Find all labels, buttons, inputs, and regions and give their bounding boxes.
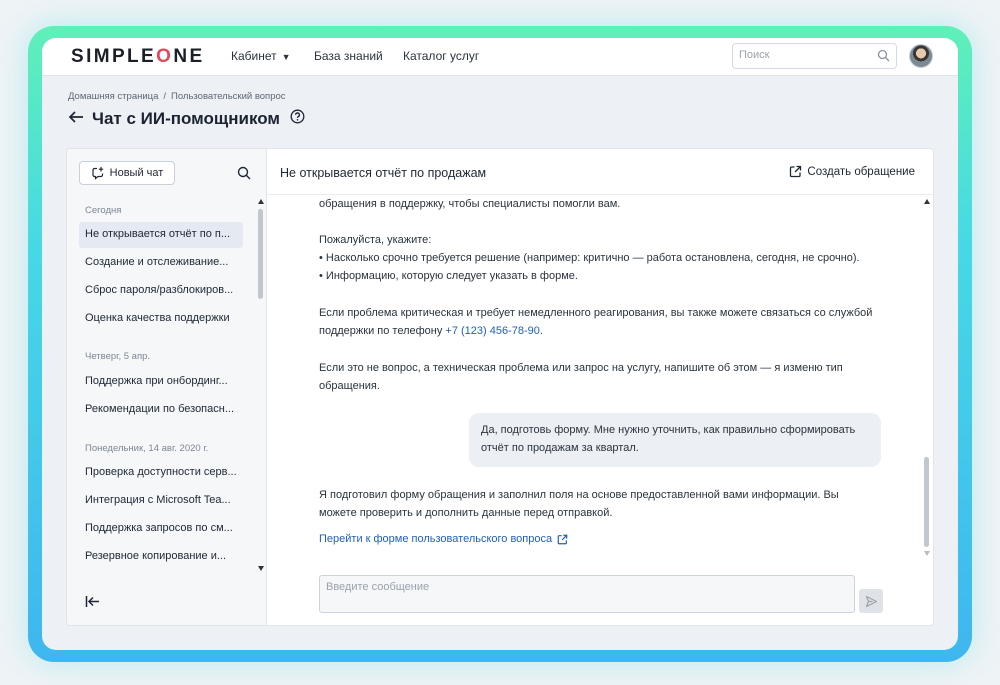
chat-list-item[interactable]: Поддержка запросов по см...	[85, 522, 233, 534]
chat-group-label: Сегодня	[85, 205, 122, 216]
assistant-message-line: Я подготовил форму обращения и заполнил поля на основе предоставленной вами информации. Вы	[319, 489, 839, 501]
top-navigation-bar	[42, 38, 958, 76]
search-field[interactable]	[732, 43, 897, 69]
chat-header	[267, 149, 934, 195]
chat-list-item[interactable]: Поддержка при онбординг...	[85, 375, 228, 387]
form-link[interactable]	[319, 533, 568, 545]
assistant-message-text: .	[539, 325, 543, 337]
assistant-message-text: поддержки по телефону	[319, 325, 446, 337]
assistant-message-line: Пожалуйста, укажите:	[319, 234, 432, 246]
chat-list-item[interactable]: Проверка доступности серв...	[85, 466, 237, 478]
new-chat-icon	[91, 166, 105, 180]
help-icon[interactable]	[290, 109, 305, 129]
chat-panel	[66, 148, 934, 626]
form-link-label: Перейти к форме пользовательского вопроса	[319, 533, 553, 545]
scroll-down-arrow-icon[interactable]	[258, 566, 264, 571]
user-message-line: отчёт по продажам за квартал.	[481, 442, 639, 454]
app-window	[42, 38, 958, 650]
nav-item-label: Кабинет	[231, 49, 277, 63]
user-message-bubble	[469, 413, 881, 467]
breadcrumb-separator: /	[163, 91, 167, 102]
chat-title: Не открывается отчёт по продажам	[280, 166, 487, 180]
assistant-message-line: обращения.	[319, 380, 380, 392]
chat-group-label: Четверг, 5 апр.	[85, 351, 151, 362]
chat-list-item[interactable]: Сброс пароля/разблокиров...	[85, 284, 234, 296]
breadcrumb-current: Пользовательский вопрос	[171, 91, 286, 102]
assistant-message-bullet: • Информацию, которую следует указать в форме.	[319, 270, 578, 282]
assistant-message-bullet: • Насколько срочно требуется решение (например: критично — работа остановлена, сегодня, не срочно).	[319, 252, 860, 264]
breadcrumb-home[interactable]: Домашняя страница	[68, 91, 159, 102]
send-button[interactable]	[859, 589, 883, 613]
chat-list-item[interactable]: Не открывается отчёт по п...	[79, 222, 243, 248]
back-arrow-icon[interactable]	[68, 110, 84, 129]
search-icon[interactable]	[877, 49, 890, 67]
user-avatar[interactable]	[909, 44, 933, 68]
support-phone-link[interactable]: +7 (123) 456-78-90	[445, 325, 540, 337]
nav-item-knowledge-base[interactable]: База знаний	[314, 49, 383, 63]
scroll-up-arrow-icon[interactable]	[924, 199, 930, 204]
chat-list-item[interactable]: Оценка качества поддержки	[85, 312, 230, 324]
search-icon[interactable]	[237, 166, 251, 185]
chat-list-item[interactable]: Рекомендации по безопасн...	[85, 403, 234, 415]
chat-messages	[267, 195, 934, 561]
search-input[interactable]	[739, 49, 869, 61]
message-input[interactable]	[320, 576, 854, 612]
breadcrumb	[68, 91, 286, 102]
chat-group-label: Понедельник, 14 авг. 2020 г.	[85, 443, 209, 454]
chevron-down-icon: ▼	[281, 52, 291, 62]
chat-history-sidebar	[67, 149, 267, 626]
chat-list-item[interactable]: Резервное копирование и...	[85, 550, 227, 562]
new-chat-label: Новый чат	[109, 167, 164, 179]
user-message-line: Да, подготовь форму. Мне нужно уточнить, как правильно сформировать	[481, 424, 856, 436]
collapse-sidebar-icon[interactable]	[85, 595, 100, 613]
chat-scrollbar-thumb[interactable]	[924, 457, 929, 547]
message-composer[interactable]	[319, 575, 855, 613]
sidebar-scrollbar-thumb[interactable]	[258, 209, 263, 299]
assistant-message-line	[319, 322, 879, 340]
external-link-icon	[557, 534, 568, 545]
page-title: Чат с ИИ-помощником	[92, 109, 280, 128]
assistant-message-line: можете проверить и дополнить данные перед отправкой.	[319, 507, 613, 519]
chat-list-item[interactable]: Интеграция с Microsoft Tea...	[85, 494, 231, 506]
page-title-row	[68, 108, 305, 130]
external-link-icon	[789, 165, 802, 178]
nav-item-service-catalog[interactable]: Каталог услуг	[403, 49, 480, 63]
assistant-message-line: Если это не вопрос, а техническая проблема или запрос на услугу, напишите об этом — я изменю тип	[319, 362, 843, 374]
create-ticket-label: Создать обращение	[807, 165, 915, 178]
scroll-up-arrow-icon[interactable]	[258, 199, 264, 204]
nav-item-cabinet[interactable]	[231, 49, 291, 63]
chat-list-item[interactable]: Создание и отслеживание...	[85, 256, 229, 268]
assistant-message-line: Если проблема критическая и требует немедленного реагирования, вы также можете связаться со службой	[319, 307, 873, 319]
assistant-message-line: обращения в поддержку, чтобы специалисты помогли вам.	[319, 198, 621, 210]
simpleone-logo[interactable]: SIMPLEONE	[71, 46, 205, 67]
scroll-down-arrow-icon[interactable]	[924, 551, 930, 556]
new-chat-button[interactable]	[79, 161, 175, 185]
create-ticket-button[interactable]	[789, 165, 915, 178]
send-icon	[865, 595, 878, 608]
